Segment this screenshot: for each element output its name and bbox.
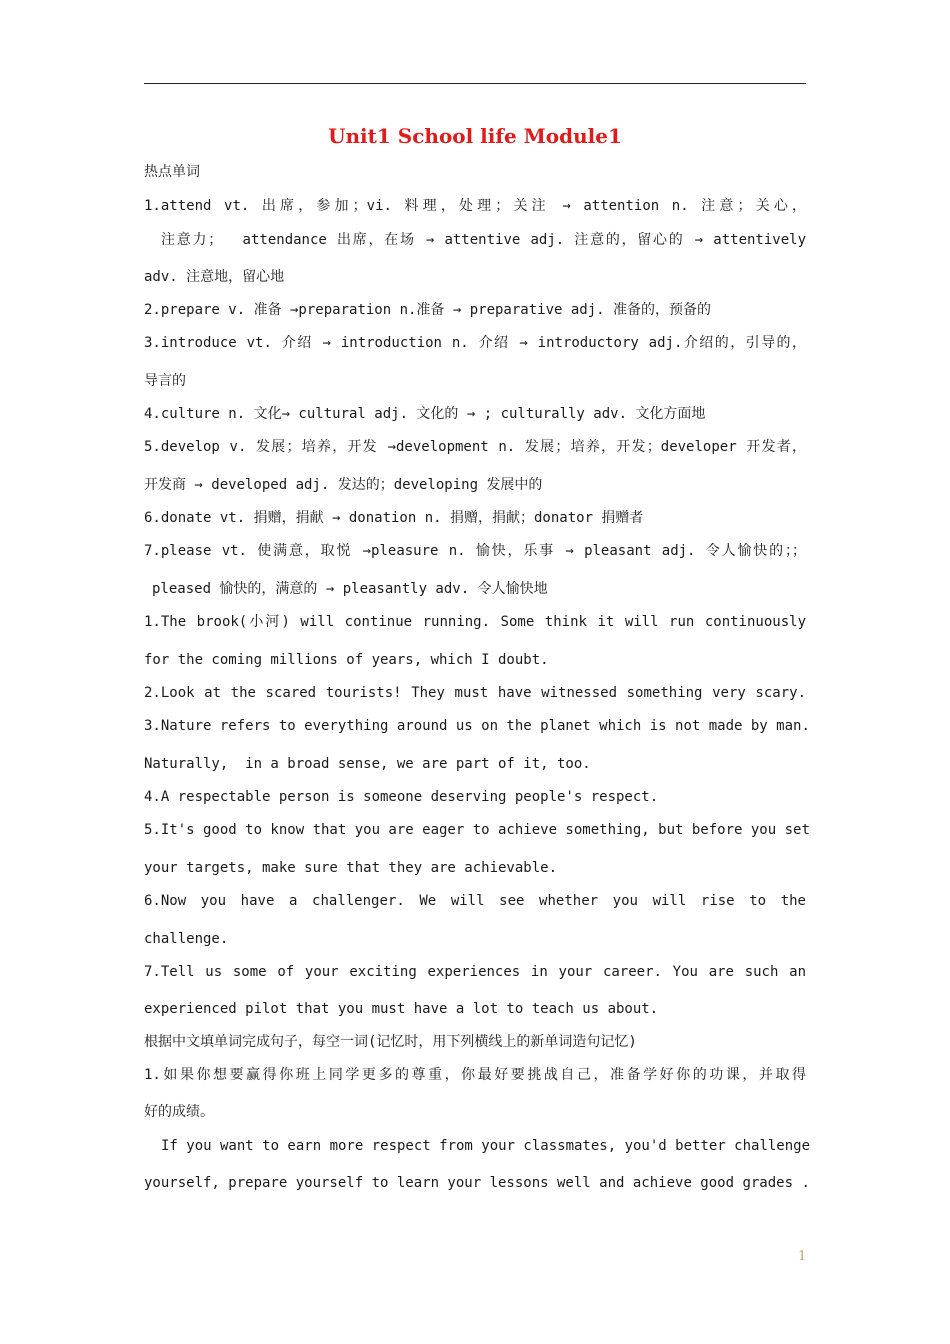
sentence-line: experienced pilot that you must have a lot to teach us about. <box>144 1001 659 1017</box>
sentence-line: for the coming millions of years, which I doubt. <box>144 652 549 668</box>
vocab-line: 开发商 → developed adj. 发达的；developing 发展中的 <box>144 477 543 493</box>
vocab-line: 导言的 <box>144 373 186 389</box>
sentence-line: 3.Nature refers to everything around us on the planet which is not made by man. <box>144 718 810 734</box>
sentence-line: your targets, make sure that they are achievable. <box>144 860 558 876</box>
sentence-line: challenge. <box>144 931 229 947</box>
vocab-line: 5.develop v. 发展；培养，开发 →development n. 发展；培养，开发；developer 开发者， <box>144 439 806 455</box>
exercise-line: 好的成绩。 <box>144 1104 214 1120</box>
vocab-line: 3.introduce vt. 介绍 → introduction n. 介绍 → introductory adj.介绍的，引导的， <box>144 335 806 351</box>
vocab-line: 6.donate vt. 捐赠，捐献 → donation n. 捐赠，捐献；donator 捐赠者 <box>144 510 644 526</box>
exercise-instruction: 根据中文填单词完成句子，每空一词(记忆时，用下列横线上的新单词造句记忆) <box>144 1034 637 1050</box>
vocab-line: 2.prepare v. 准备 →preparation n.准备 → preparative adj. 准备的，预备的 <box>144 302 712 318</box>
vocab-line: pleased 愉快的，满意的 → pleasantly adv. 令人愉快地 <box>152 581 548 597</box>
sentence-line: Naturally, in a broad sense, we are part of it, too. <box>144 756 591 772</box>
exercise-answer-line: yourself, prepare yourself to learn your lessons well and achieve good grades . <box>144 1175 810 1191</box>
sentence-line: 5.It's good to know that you are eager to achieve something, but before you set <box>144 822 810 838</box>
vocab-line: 7.please vt. 使满意，取悦 →pleasure n. 愉快，乐事 → pleasant adj. 令人愉快的；； <box>144 543 806 559</box>
sentence-line: 6.Now you have a challenger. We will see whether you will rise to the <box>144 893 806 909</box>
vocab-line: 1.attend vt. 出席，参加；vi. 料理，处理；关注 → attention n. 注意；关心， <box>144 198 806 214</box>
header-rule <box>144 83 806 84</box>
exercise-answer-line: If you want to earn more respect from your classmates, you'd better challenge <box>161 1138 811 1154</box>
sentence-line: 2.Look at the scared tourists! They must have witnessed something very scary. <box>144 685 806 701</box>
sentence-line: 7.Tell us some of your exciting experiences in your career. You are such an <box>144 964 806 980</box>
exercise-line: 1.如果你想要赢得你班上同学更多的尊重，你最好要挑战自己，准备学好你的功课，并取得 <box>144 1067 806 1083</box>
page-number: 1 <box>798 1249 807 1264</box>
page-title: Unit1 School life Module1 <box>328 124 622 148</box>
vocab-line: 4.culture n. 文化→ cultural adj. 文化的 → ; culturally adv. 文化方面地 <box>144 406 706 422</box>
vocab-line: adv. 注意地，留心地 <box>144 269 285 285</box>
sentence-line: 1.The brook(小河) will continue running. Some think it will run continuously <box>144 614 806 630</box>
section-heading: 热点单词 <box>144 164 200 180</box>
vocab-line: 注意力； attendance 出席，在场 → attentive adj. 注意的，留心的 → attentively <box>161 232 806 248</box>
sentence-line: 4.A respectable person is someone deserving people's respect. <box>144 789 659 805</box>
